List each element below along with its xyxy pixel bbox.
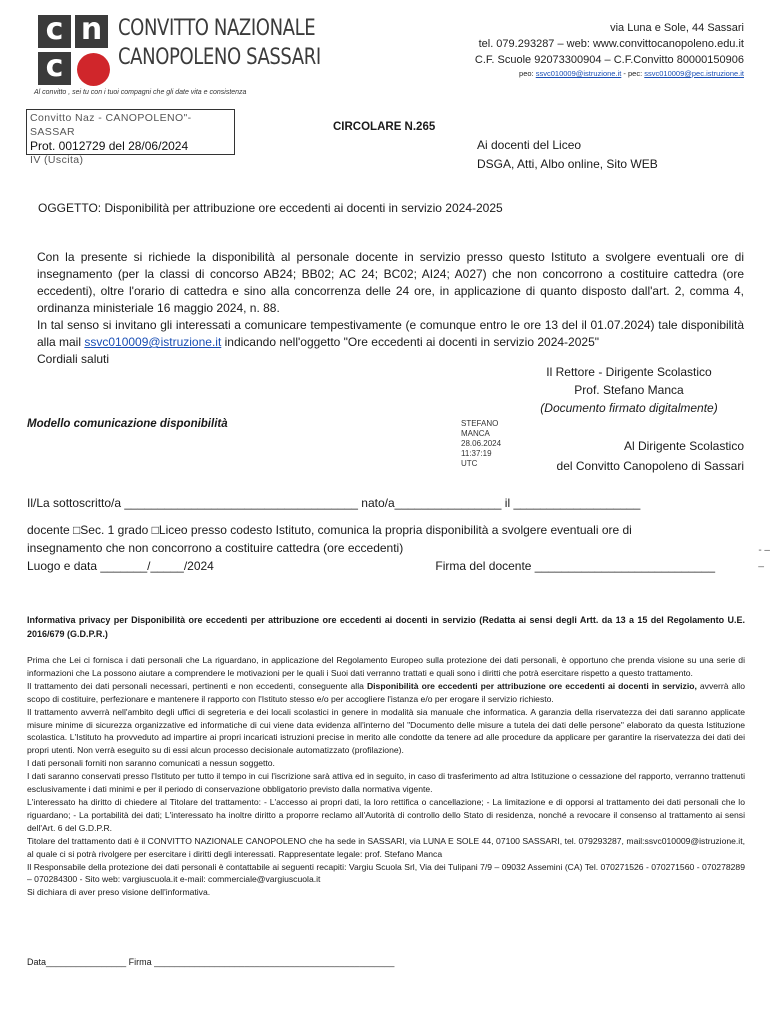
stamp-direction: IV (Uscita) — [30, 154, 84, 166]
peo-email-link[interactable]: ssvc010009@istruzione.it — [535, 69, 622, 78]
tel-web: tel. 079.293287 – web: www.convittocanopoleno.edu.it — [478, 38, 744, 50]
stamp-institution: Convitto Naz - CANOPOLENO"-SASSAR — [30, 112, 192, 138]
logo-red-circle — [77, 53, 110, 86]
form-line-name[interactable]: Il/La sottoscritto/a ___________________________________ nato/a________________ il ___________________ — [27, 496, 641, 510]
form-title: Modello comunicazione disponibilità — [27, 418, 228, 430]
privacy-p7: Titolare del trattamento dati è il CONVITTO NAZIONALE CANOPOLENO che ha sede in SASSARI, via LUNA E SOLE 44, 07100 SASSARI, tel. 079293287, mail:ssvc010009@istruzione.it, al quale ci si potrà rivolgere per esercitare i diritti degli interessati. Rappresentate legale: prof. Stefano Manca — [27, 835, 745, 859]
signature-note: (Documento firmato digitalmente) — [540, 401, 718, 415]
form-line-insegnamento: insegnamento che non concorrono a costituire cattedra (ore eccedenti) — [27, 541, 404, 555]
closing: Cordiali saluti — [37, 352, 110, 366]
addressee-line1: Al Dirigente Scolastico — [623, 439, 744, 453]
body-paragraph-2 — [37, 317, 744, 351]
pec-line — [475, 68, 744, 80]
digsig-line1: STEFANO — [461, 419, 499, 428]
privacy-text — [27, 654, 745, 899]
recipients-line1: Ai docenti del Liceo — [477, 138, 582, 152]
body-p2-start: In tal senso si invitano gli interessati a comunicare tempestivamente (e comunque entro le ore 13 del il 01.07.2024) tale disponibilità alla mail — [37, 318, 744, 349]
body-email-link[interactable]: ssvc010009@istruzione.it — [84, 335, 222, 349]
margin-mark: - – _ — [758, 545, 770, 568]
form-firma-docente[interactable]: Firma del docente ___________________________ — [435, 559, 715, 573]
body-paragraph-1: Con la presente si richiede la disponibilità al personale docente in servizio presso questo Istituto a svolgere eventuali ore di insegnamento (per la classi di concorso AB24; BB02; AC 24; BC02; AI24; A027) che non concorrono a costituire cattedra (ore eccedenti), oltre l'orario di cattedra e sino alla concorrenza delle 24 ore, in applicazione di quanto disposto dall'art. 2, comma 4, ordinanza ministeriale 16 maggio 2024, n. 88. — [37, 250, 744, 315]
digsig-tz: UTC — [461, 459, 478, 468]
digsig-line2: MANCA — [461, 429, 490, 438]
signature-block — [523, 363, 735, 417]
body-p2-end: indicando nell'oggetto "Ore eccedenti ai docenti in servizio 2024-2025" — [221, 335, 599, 349]
form-luogo-data[interactable]: Luogo e data _______/_____/2024 — [27, 559, 214, 573]
privacy-p5: I dati saranno conservati presso l'Istituto per tutto il tempo in cui l'iscrizione sarà attiva ed in seguito, in caso di trasferimento ad altra Istituzione o cessazione del rapporto, verranno trattenuti esclusivamente i dati minimi e per il periodo di conservazione obbligatorio previsto dalla normativa vigente. — [27, 771, 745, 795]
privacy-p8: Il Responsabile della protezione dei dati personali è contattabile ai seguenti recapiti: Vargiu Scuola Srl, Via dei Tulipani 7/9 – 09032 Assemini (CA) Tel. 070271526 - 070271560 - 070278289 – 070284300 - Sito web: vargiuscuola.it e-mail: commerciale@vargiuscuola.it — [27, 861, 745, 885]
recipients-line2: DSGA, Atti, Albo online, Sito WEB — [477, 157, 658, 171]
form-line-docente[interactable]: docente □Sec. 1 grado □Liceo presso codesto Istituto, comunica la propria disponibilità a svolgere eventuali ore di — [27, 523, 632, 537]
form-addressee — [540, 436, 744, 476]
school-name-line1: CONVITTO NAZIONALE — [118, 16, 316, 41]
signature-role: Il Rettore - Dirigente Scolastico — [546, 365, 712, 379]
privacy-p2-bold: Disponibilità ore eccedenti per attribuzione ore eccedenti ai docenti in servizio, — [366, 680, 697, 691]
contact-block — [475, 20, 744, 80]
logo-letter-c1: c — [38, 15, 71, 48]
recipients — [477, 136, 658, 174]
pec-email-link[interactable]: ssvc010009@pec.istruzione.it — [644, 69, 744, 78]
privacy-p2-end: avverrà allo scopo di costituire, perfezionare e mantenere il rapporto con l'Istituto stesso e/o per accogliere l'istanza e/o per erogare il servizio richiesto. — [27, 680, 745, 704]
school-motto: Al convitto , sei tu con i tuoi compagni che gli date vita e consistenza — [34, 89, 247, 96]
school-name — [118, 14, 321, 72]
stamp-protocol: Prot. 0012729 del 28/06/2024 — [30, 139, 189, 153]
signature-name: Prof. Stefano Manca — [574, 383, 684, 397]
digsig-date: 28.06.2024 — [461, 439, 502, 448]
privacy-p2 — [27, 680, 745, 706]
addressee-line2: del Convitto Canopoleno di Sassari — [556, 459, 744, 473]
privacy-p6: L'interessato ha diritto di chiedere al Titolare del trattamento: - L'accesso ai propri dati, la loro rettifica o cancellazione; - La limitazione e di opporsi al trattamento dei dati personali che lo riguardano; - La portabilità dei dati; L'interessato ha inoltre diritto a proporre reclamo all'Autorità di controllo dello Stato di residenza, nonché a revocare il consenso al trattamento ai sensi dell'Art. 6 del G.D.P.R. — [27, 796, 745, 833]
logo-letter-n: n — [75, 15, 108, 48]
digsig-time: 11:37:19 — [461, 449, 492, 458]
privacy-title: Informativa privacy per Disponibilità ore eccedenti per attribuzione ore eccedenti ai docenti in servizio (Redatta ai sensi degli Artt. da 13 a 15 del Regolamento U.E. 2016/679 (G.D.P.R.) — [27, 615, 745, 639]
circolare-number: CIRCOLARE N.265 — [333, 121, 436, 133]
privacy-p2-start: Il trattamento dei dati personali necessari, pertinenti e non eccedenti, conseguente alla — [27, 680, 367, 691]
fiscal-codes: C.F. Scuole 92073300904 – C.F.Convitto 80000150906 — [474, 54, 744, 66]
availability-form — [27, 494, 742, 575]
digital-signature-stamp — [461, 419, 501, 469]
privacy-p4: I dati personali forniti non saranno comunicati a nessun soggetto. — [27, 758, 275, 769]
pec-label: - pec: — [621, 69, 645, 78]
logo-letter-c2: c — [38, 52, 71, 85]
privacy-p9: Si dichiara di aver preso visione dell'informativa. — [27, 887, 211, 898]
protocol-stamp — [26, 109, 235, 166]
subject-line: OGGETTO: Disponibilità per attribuzione ore eccedenti ai docenti in servizio 2024-2025 — [38, 201, 503, 215]
privacy-p1: Prima che Lei ci fornisca i dati personali che La riguardano, in applicazione del Regolamento Europeo sulla protezione dei dati personali, è opportuno che prenda visione su una serie di informazioni che La possono aiutare a comprendere le motivazioni per le quali i Suoi dati verranno trattati e quali sono i diritti che potrà esercitare rispetto a questo trattamento. — [27, 655, 745, 678]
privacy-p3: Il trattamento avverrà nell'ambito degli uffici di segreteria e dei locali scolastici in genere in modalità sia manuale che informatica. A garanzia della riservatezza dei dati saranno applicate misure minime di sicurezza organizzative ed informatiche di cui viene data evidenza all'interno del "Documento delle misure a tutela dei dati delle persone" elaborato da questa Istituzione scolastica. L'Istituto ha provveduto ad impartire ai propri incaricati istruzioni precise in merito alle condotte da tenere ad alle procedure da applicare per garantire la riservatezza dei dati dei propri utenti. Non verrà eseguito su di essi alcun processo decisionale automatizzato (profilazione). — [27, 706, 745, 756]
privacy-date-signature[interactable]: Data________________ Firma ________________________________________________ — [27, 957, 395, 967]
letter-body — [37, 249, 744, 368]
form-line-luogo-firma — [27, 557, 715, 575]
peo-label: peo: — [519, 69, 536, 78]
school-name-line2: CANOPOLENO SASSARI — [118, 45, 321, 70]
school-logo — [38, 12, 112, 87]
address: via Luna e Sole, 44 Sassari — [610, 22, 744, 34]
